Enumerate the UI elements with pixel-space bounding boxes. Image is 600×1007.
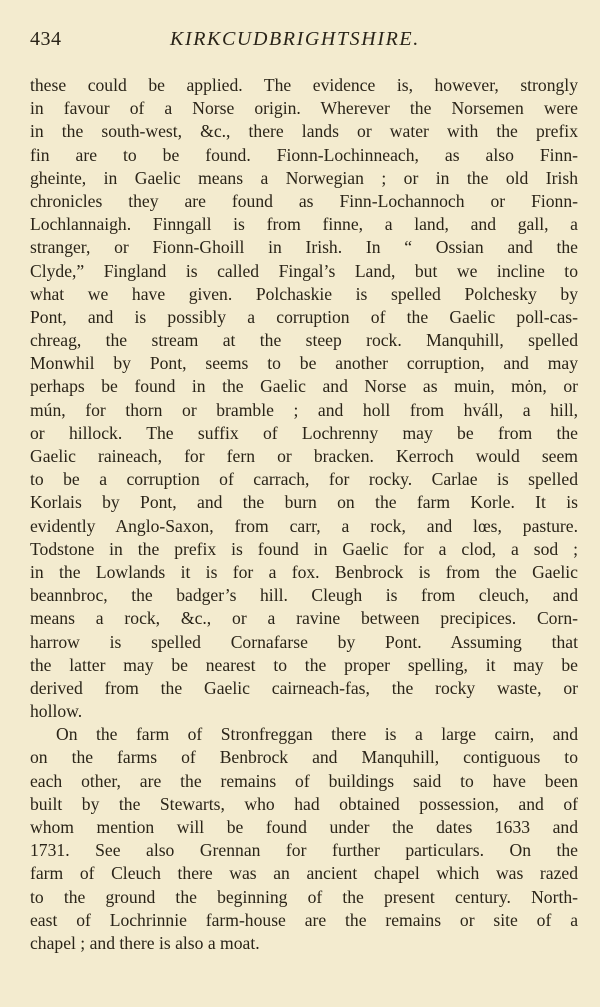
text-line: derived from the Gaelic cairneach-fas, the rocky waste, or [30, 677, 578, 698]
text-line: what we have given. Polchaskie is spelled Polchesky by [30, 283, 578, 304]
text-line: east of Lochrinnie farm-house are the remains or site of a [30, 909, 578, 930]
text-line: or hillock. The suffix of Lochrenny may be from the [30, 422, 578, 443]
text-line: 1731. See also Grennan for further particulars. On the [30, 840, 578, 861]
paragraph [30, 723, 578, 955]
text-line: Monwhil by Pont, seems to be another corruption, and may [30, 353, 578, 374]
text-line: on the farms of Benbrock and Manquhill, contiguous to [30, 747, 578, 768]
text-line: harrow is spelled Cornafarse by Pont. Assuming that [30, 631, 578, 652]
text-line: Gaelic raineach, for fern or bracken. Kerroch would seem [30, 446, 578, 466]
text-line: On the farm of Stronfreggan there is a large cairn, and [56, 724, 578, 745]
text-line: to be a corruption of carrach, for rocky. Carlae is spelled [30, 469, 578, 490]
text-line: Todstone in the prefix is found in Gaelic for a clod, a sod ; [30, 538, 578, 559]
text-line: fin are to be found. Fionn-Lochinneach, as also Finn- [30, 144, 578, 165]
text-line: Korlais by Pont, and the burn on the farm Korle. It is [30, 492, 578, 513]
text-line: chapel ; and there is also a moat. [30, 932, 260, 953]
text-line: each other, are the remains of buildings said to have been [30, 770, 578, 791]
page-number: 434 [30, 28, 62, 50]
text-line: Lochlannaigh. Finngall is from finne, a land, and gall, a [30, 214, 578, 235]
text-line: perhaps be found in the Gaelic and Norse as muin, mȯn, or [30, 376, 578, 397]
text-line: in favour of a Norse origin. Wherever the Norsemen were [30, 98, 578, 119]
text-line: stranger, or Fionn-Ghoill in Irish. In “ Ossian and the [30, 237, 578, 258]
text-line: hollow. [30, 701, 83, 722]
text-line: beannbroc, the badger’s hill. Cleugh is from cleuch, and [30, 585, 578, 606]
paragraph [30, 74, 578, 723]
text-line: chronicles they are found as Finn-Lochannoch or Fionn- [30, 190, 578, 211]
text-line: whom mention will be found under the dates 1633 and [30, 817, 578, 837]
text-line: gheinte, in Gaelic means a Norwegian ; or in the old Irish [30, 167, 578, 188]
text-line: to the ground the beginning of the present century. North- [30, 886, 578, 907]
text-line: farm of Cleuch there was an ancient chapel which was razed [30, 863, 578, 884]
body-text [30, 74, 578, 955]
running-title: KIRKCUDBRIGHTSHIRE. [170, 28, 420, 50]
text-line: the latter may be nearest to the proper spelling, it may be [30, 654, 578, 675]
text-line: mún, for thorn or bramble ; and holl from hváll, a hill, [30, 399, 578, 420]
text-line: means a rock, &c., or a ravine between precipices. Corn- [30, 608, 578, 629]
text-line: in the Lowlands it is for a fox. Benbrock is from the Gaelic [30, 561, 578, 582]
page-header [30, 28, 576, 58]
text-line: built by the Stewarts, who had obtained possession, and of [30, 793, 578, 814]
text-line: Pont, and is possibly a corruption of the Gaelic poll-cas- [30, 306, 578, 327]
text-line: evidently Anglo-Saxon, from carr, a rock, and lœs, pasture. [30, 515, 578, 536]
text-line: these could be applied. The evidence is, however, strongly [30, 75, 578, 95]
text-line: chreag, the stream at the steep rock. Manquhill, spelled [30, 330, 578, 351]
text-line: in the south-west, &c., there lands or water with the prefix [30, 121, 578, 142]
text-line: Clyde,” Fingland is called Fingal’s Land, but we incline to [30, 260, 578, 281]
